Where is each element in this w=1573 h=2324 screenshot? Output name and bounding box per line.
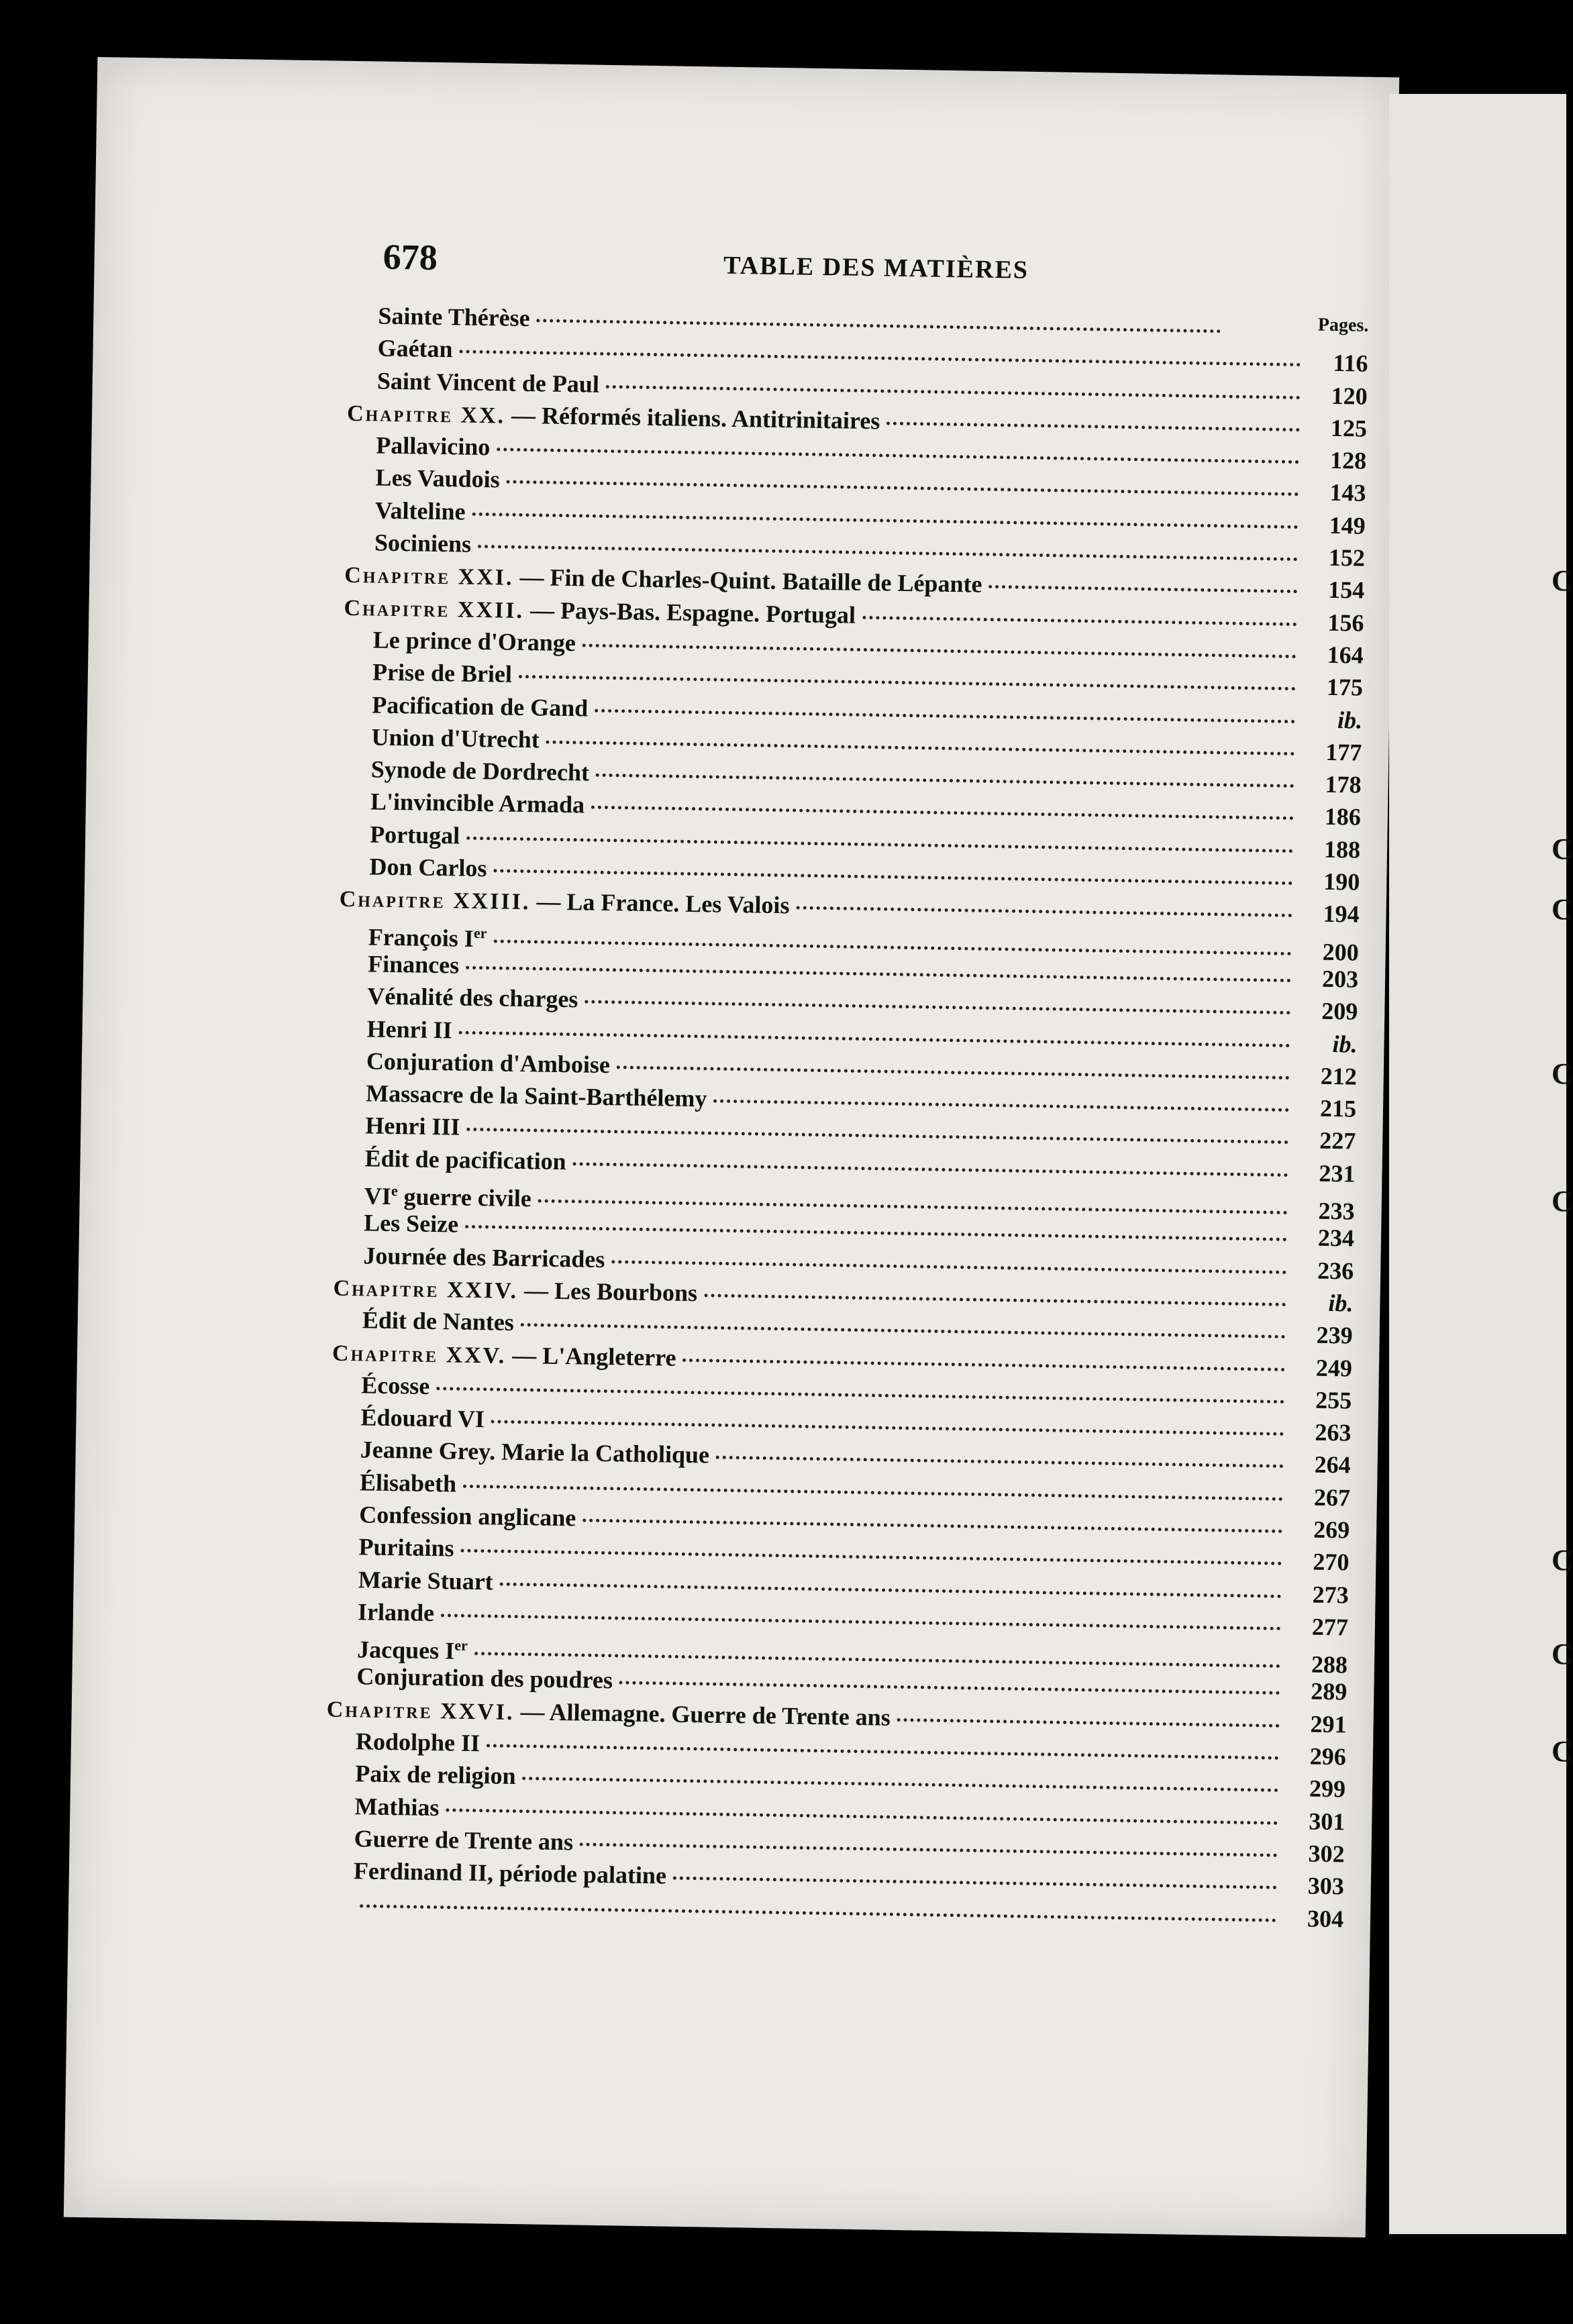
dot-leader bbox=[521, 1323, 1286, 1338]
dot-leader bbox=[546, 740, 1295, 755]
dot-leader bbox=[446, 1808, 1278, 1824]
toc-page-number: 303 bbox=[1307, 1872, 1345, 1900]
toc-entry-label: Don Carlos bbox=[369, 853, 487, 882]
facing-page-letter: C bbox=[1552, 1735, 1573, 1768]
toc-entry-label: Jeanne Grey. Marie la Catholique bbox=[360, 1436, 710, 1469]
toc-entry-label: Le prince d'Orange bbox=[372, 626, 576, 657]
toc-page-number: 125 bbox=[1330, 414, 1368, 442]
facing-page-letter: C bbox=[1552, 1057, 1573, 1090]
toc-entry-label: Édouard VI bbox=[360, 1404, 485, 1433]
dot-leader bbox=[682, 1358, 1285, 1371]
toc-entry-label: Les Vaudois bbox=[375, 464, 501, 493]
dot-leader bbox=[619, 1681, 1280, 1695]
pages-column-label: Pages. bbox=[1317, 314, 1369, 336]
toc-entry-label: Jacques Ier bbox=[356, 1636, 468, 1665]
toc-entry-label: VIe guerre civile bbox=[364, 1182, 532, 1212]
toc-page-number: 289 bbox=[1311, 1678, 1348, 1705]
toc-page-number: 301 bbox=[1309, 1807, 1346, 1836]
toc-page-number: 296 bbox=[1309, 1742, 1347, 1771]
toc-entry-label: Paix de religion bbox=[354, 1760, 516, 1790]
dot-leader bbox=[595, 708, 1295, 723]
toc-entry-label: Rodolphe II bbox=[355, 1728, 480, 1757]
toc-entry-label: Les Seize bbox=[363, 1209, 459, 1238]
dot-leader bbox=[460, 1549, 1282, 1565]
toc-page-number: 128 bbox=[1329, 447, 1367, 474]
dot-leader bbox=[582, 643, 1297, 658]
toc-entry-label: Édit de pacification bbox=[364, 1145, 566, 1175]
dot-leader bbox=[472, 513, 1298, 529]
dot-leader bbox=[673, 1877, 1277, 1889]
toc-entry-label: Conjuration des poudres bbox=[356, 1662, 613, 1694]
dot-leader bbox=[466, 966, 1291, 982]
toc-entry-label: Chapitre XXI. — Fin de Charles-Quint. Bataille de Lépante bbox=[344, 563, 982, 598]
toc-entry-label: Chapitre XX. — Réformés italiens. Antitrinitaires bbox=[346, 401, 880, 435]
facing-page-edge bbox=[1389, 94, 1566, 2234]
dot-leader bbox=[487, 1744, 1279, 1760]
book-page bbox=[64, 57, 1399, 2237]
toc-page-number: 175 bbox=[1326, 674, 1364, 701]
dot-leader bbox=[582, 1519, 1282, 1533]
toc-page-number: 177 bbox=[1325, 738, 1362, 766]
toc-entry-label: Pacification de Gand bbox=[371, 691, 589, 722]
dot-leader bbox=[617, 1065, 1290, 1079]
dot-leader bbox=[585, 1000, 1290, 1015]
toc-entry-label: Conjuration d'Amboise bbox=[366, 1047, 611, 1078]
dot-leader bbox=[591, 806, 1294, 820]
dot-leader bbox=[478, 545, 1298, 561]
dot-leader bbox=[466, 836, 1293, 852]
dot-leader bbox=[716, 1456, 1284, 1468]
toc-page-number: 234 bbox=[1317, 1224, 1355, 1252]
dot-leader bbox=[500, 1582, 1282, 1597]
chapter-number: Chapitre XXIV. bbox=[333, 1275, 519, 1304]
dot-leader bbox=[466, 1128, 1288, 1144]
dot-leader bbox=[463, 1484, 1283, 1500]
toc-entry-label: Finances bbox=[367, 950, 460, 979]
toc-page-number: 249 bbox=[1315, 1354, 1353, 1382]
dot-leader bbox=[580, 1843, 1278, 1857]
toc-page-number: 291 bbox=[1310, 1710, 1347, 1738]
facing-page-letter: C bbox=[1552, 833, 1573, 865]
toc-entry-label: Puritains bbox=[358, 1533, 454, 1562]
toc-page-number: 209 bbox=[1321, 998, 1358, 1025]
dot-leader bbox=[988, 585, 1297, 593]
facing-page-letter: C bbox=[1552, 893, 1573, 926]
toc-page-number: 273 bbox=[1312, 1581, 1349, 1609]
toc-page-number: 212 bbox=[1320, 1062, 1358, 1090]
toc-entry-label: Synode de Dordrecht bbox=[370, 755, 590, 786]
dot-leader bbox=[897, 1718, 1280, 1728]
dot-leader bbox=[507, 480, 1299, 496]
dot-leader bbox=[796, 906, 1292, 918]
dot-leader bbox=[465, 1225, 1287, 1241]
toc-entry-label: Irlande bbox=[357, 1598, 435, 1627]
dot-leader bbox=[886, 421, 1300, 431]
dot-leader bbox=[460, 350, 1301, 367]
toc-page-number: 302 bbox=[1308, 1840, 1345, 1868]
toc-entry-label: Ferdinand II, période palatine bbox=[353, 1857, 667, 1889]
dot-leader bbox=[573, 1162, 1288, 1177]
toc-page-number: 215 bbox=[1319, 1094, 1357, 1122]
dot-leader bbox=[704, 1293, 1286, 1306]
toc-entry-label: Confession anglicane bbox=[359, 1501, 576, 1532]
toc-entry-label: Journée des Barricades bbox=[363, 1242, 605, 1273]
toc-page-number: 120 bbox=[1331, 382, 1368, 410]
toc-page-number: 263 bbox=[1315, 1418, 1352, 1446]
toc-entry-label: Mathias bbox=[354, 1792, 440, 1821]
toc-page-number: 186 bbox=[1324, 803, 1362, 831]
toc-page-number: 299 bbox=[1309, 1775, 1346, 1803]
toc-page-number: 178 bbox=[1325, 770, 1362, 798]
facing-page-letter: C bbox=[1552, 1638, 1573, 1671]
dot-leader bbox=[522, 1777, 1278, 1793]
dot-leader bbox=[491, 1420, 1284, 1436]
toc-page-number: 156 bbox=[1327, 609, 1364, 637]
dot-leader bbox=[436, 1387, 1284, 1404]
toc-page-number: ib. bbox=[1337, 706, 1363, 734]
toc-entry-label: Chapitre XXV. — L'Angleterre bbox=[332, 1340, 676, 1371]
toc-entry-label: Henri III bbox=[365, 1112, 460, 1141]
toc-page-number: 231 bbox=[1319, 1159, 1356, 1187]
dot-leader bbox=[519, 675, 1296, 690]
toc-page-number: ib. bbox=[1328, 1289, 1354, 1317]
toc-page-number: 233 bbox=[1318, 1197, 1355, 1225]
toc-page-number: 269 bbox=[1313, 1516, 1350, 1544]
chapter-number: Chapitre XXI. bbox=[344, 563, 514, 591]
toc-entry-label: Marie Stuart bbox=[358, 1565, 494, 1595]
toc-page-number: ib. bbox=[1332, 1030, 1358, 1058]
table-of-contents bbox=[323, 299, 1369, 1935]
toc-entry-label: Vénalité des charges bbox=[367, 982, 578, 1013]
toc-entry-label: Prise de Briel bbox=[372, 658, 513, 688]
dot-leader bbox=[611, 1260, 1286, 1274]
toc-page-number: 288 bbox=[1311, 1650, 1348, 1679]
toc-page-number: 227 bbox=[1319, 1127, 1356, 1155]
dot-leader bbox=[862, 616, 1297, 626]
toc-entry-label: Chapitre XXIII. — La France. Les Valois bbox=[339, 887, 790, 919]
toc-entry-label: François Ier bbox=[368, 923, 487, 952]
toc-entry-label: Écosse bbox=[361, 1371, 430, 1399]
toc-page-number: 188 bbox=[1323, 835, 1361, 863]
facing-page-letter: C bbox=[1552, 564, 1573, 597]
dot-leader bbox=[606, 385, 1301, 399]
chapter-number: Chapitre XX. bbox=[346, 401, 506, 429]
toc-page-number: 154 bbox=[1327, 576, 1365, 604]
toc-page-number: 264 bbox=[1314, 1451, 1351, 1479]
page-header bbox=[383, 236, 1370, 299]
toc-page-number: 143 bbox=[1329, 479, 1366, 507]
toc-page-number: 194 bbox=[1323, 900, 1360, 928]
toc-entry-label: Valteline bbox=[374, 496, 466, 525]
toc-entry-label: Guerre de Trente ans bbox=[354, 1825, 574, 1856]
toc-entry-label: Portugal bbox=[369, 821, 460, 849]
chapter-number: Chapitre XXII. bbox=[344, 595, 525, 623]
toc-page-number: 116 bbox=[1333, 350, 1368, 378]
facing-page-letter: C bbox=[1552, 1185, 1573, 1218]
toc-entry-label: Chapitre XXIV. — Les Bourbons bbox=[333, 1275, 698, 1307]
toc-page-number: 239 bbox=[1316, 1321, 1354, 1349]
toc-entry-label: Saint Vincent de Paul bbox=[376, 367, 600, 398]
toc-entry-label: Sainte Thérèse bbox=[378, 302, 531, 332]
dot-leader bbox=[360, 1904, 1276, 1921]
toc-entry-label: Sociniens bbox=[374, 529, 472, 558]
toc-page-number: 190 bbox=[1323, 867, 1360, 896]
toc-page-number: 200 bbox=[1322, 938, 1359, 966]
dot-leader bbox=[596, 774, 1295, 788]
dot-leader bbox=[459, 1031, 1290, 1047]
page-number: 678 bbox=[383, 236, 438, 278]
toc-entry-label: Henri II bbox=[366, 1014, 453, 1043]
toc-page-number: 255 bbox=[1315, 1386, 1352, 1414]
toc-page-number: 270 bbox=[1313, 1548, 1350, 1576]
toc-page-number: 203 bbox=[1321, 965, 1359, 993]
chapter-number: Chapitre XXV. bbox=[332, 1340, 507, 1369]
toc-page-number bbox=[1308, 338, 1368, 339]
toc-entry-label: Élisabeth bbox=[359, 1469, 457, 1497]
toc-entry-label: Édit de Nantes bbox=[362, 1306, 515, 1336]
toc-page-number: 267 bbox=[1313, 1483, 1351, 1512]
chapter-number: Chapitre XXVI. bbox=[326, 1697, 515, 1725]
toc-entry-label: Gaétan bbox=[377, 334, 453, 363]
facing-page-letter: C bbox=[1552, 1544, 1573, 1577]
toc-page-number: 304 bbox=[1307, 1905, 1344, 1933]
toc-entry-label: L'invincible Armada bbox=[370, 788, 585, 818]
toc-entry-label: Union d'Utrecht bbox=[371, 723, 540, 753]
toc-page-number: 164 bbox=[1327, 641, 1364, 669]
toc-page-number: 236 bbox=[1317, 1257, 1354, 1285]
dot-leader bbox=[441, 1614, 1281, 1630]
running-title: TABLE DES MATIÈRES bbox=[723, 251, 1029, 284]
dot-leader bbox=[497, 448, 1299, 464]
toc-entry-label: Pallavicino bbox=[376, 431, 491, 461]
toc-page-number: 277 bbox=[1311, 1613, 1349, 1641]
toc-entry-label: Massacre de la Saint-Barthélemy bbox=[365, 1079, 707, 1112]
dot-leader bbox=[493, 869, 1292, 885]
toc-entry-label: Chapitre XXII. — Pays-Bas. Espagne. Portugal bbox=[344, 595, 856, 629]
toc-page-number: 149 bbox=[1329, 511, 1366, 539]
toc-page-number: 152 bbox=[1328, 543, 1366, 572]
dot-leader bbox=[713, 1100, 1289, 1112]
toc-entry-label: Chapitre XXVI. — Allemagne. Guerre de Trente ans bbox=[326, 1697, 891, 1731]
dot-leader bbox=[537, 319, 1221, 333]
chapter-number: Chapitre XXIII. bbox=[339, 887, 531, 915]
